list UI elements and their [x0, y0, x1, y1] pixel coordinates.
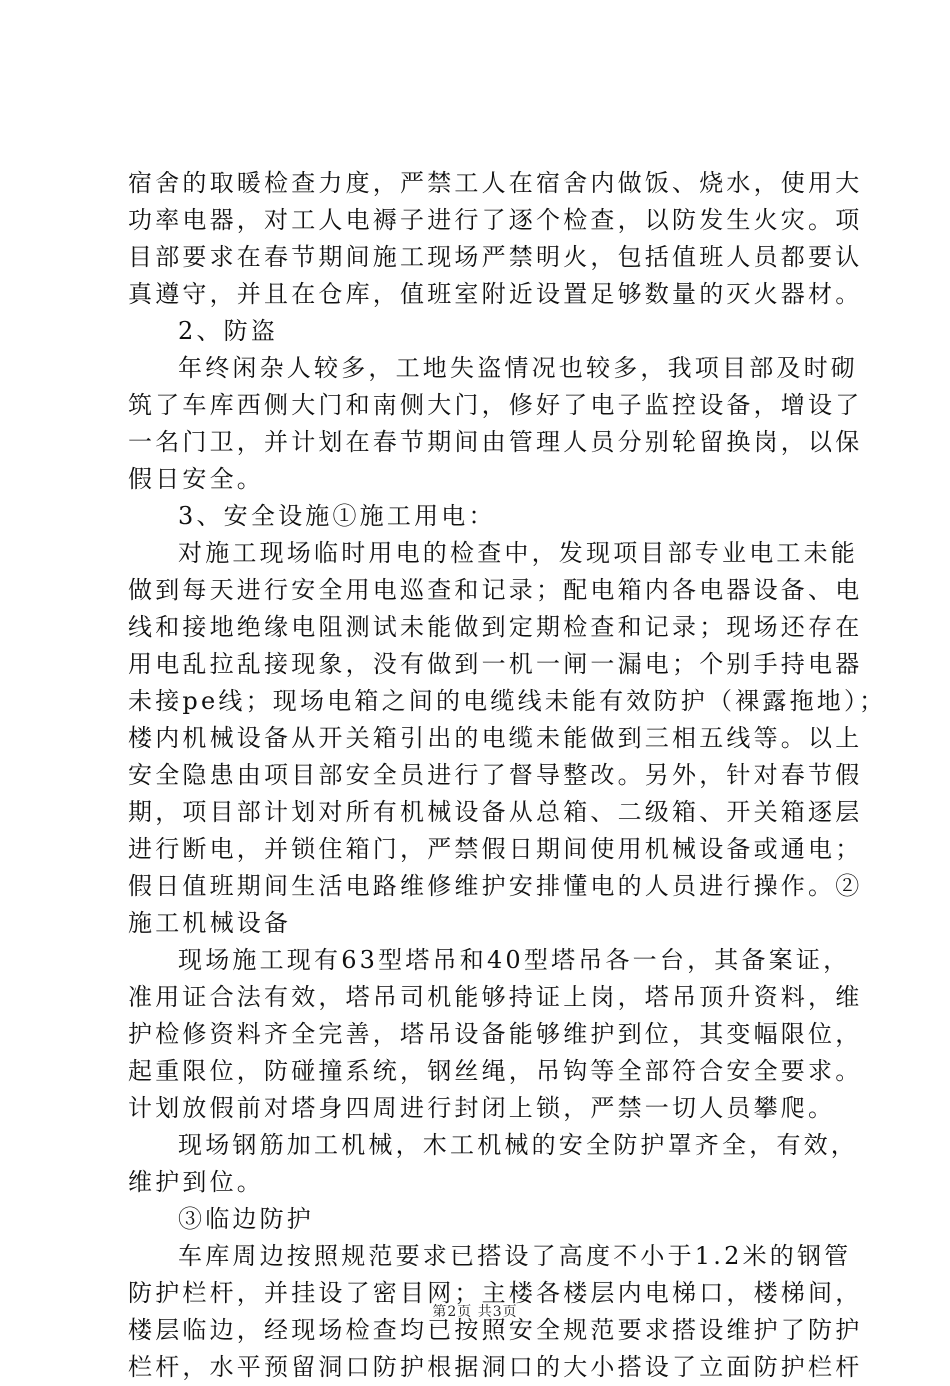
text-line: 一名门卫，并计划在春节期间由管理人员分别轮留换岗，以保	[128, 428, 863, 456]
section-heading: ③临边防护	[178, 1205, 314, 1233]
text-line: 做到每天进行安全用电巡查和记录；配电箱内各电器设备、电	[128, 576, 863, 604]
text-line: 现场钢筋加工机械，木工机械的安全防护罩齐全，有效，	[178, 1131, 858, 1159]
text-line: 线和接地绝缘电阻测试未能做到定期检查和记录；现场还存在	[128, 613, 863, 641]
text-line: 未接pe线；现场电箱之间的电缆线未能有效防护（裸露拖地）；	[128, 687, 887, 715]
text-line: 准用证合法有效，塔吊司机能够持证上岗，塔吊顶升资料，维	[128, 983, 863, 1011]
text-line: 车库周边按照规范要求已搭设了高度不小于1.2米的钢管	[178, 1242, 852, 1270]
text-line: 用电乱拉乱接现象，没有做到一机一闸一漏电；个别手持电器	[128, 650, 863, 678]
text-line: 假日值班期间生活电路维修维护安排懂电的人员进行操作。②	[128, 872, 863, 900]
text-line: 真遵守，并且在仓库，值班室附近设置足够数量的灭火器材。	[128, 280, 863, 308]
text-line: 宿舍的取暖检查力度，严禁工人在宿舍内做饭、烧水，使用大	[128, 169, 863, 197]
text-line: 筑了车库西侧大门和南侧大门，修好了电子监控设备，增设了	[128, 391, 863, 419]
text-line: 目部要求在春节期间施工现场严禁明火，包括值班人员都要认	[128, 243, 863, 271]
text-line: 功率电器，对工人电褥子进行了逐个检查，以防发生火灾。项	[128, 206, 863, 234]
section-heading: 2、防盗	[178, 317, 279, 345]
text-line: 假日安全。	[128, 465, 264, 493]
body-text	[128, 165, 887, 1386]
text-line: 楼内机械设备从开关箱引出的电缆未能做到三相五线等。以上	[128, 724, 863, 752]
text-line: 计划放假前对塔身四周进行封闭上锁，严禁一切人员攀爬。	[128, 1094, 836, 1122]
text-line: 栏杆，水平预留洞口防护根据洞口的大小搭设了立面防护栏杆	[128, 1353, 863, 1381]
text-line: 进行断电，并锁住箱门，严禁假日期间使用机械设备或通电；	[128, 835, 863, 863]
section-heading: 3、安全设施①施工用电：	[178, 502, 496, 530]
text-line: 维护到位。	[128, 1168, 264, 1196]
text-line: 期，项目部计划对所有机械设备从总箱、二级箱、开关箱逐层	[128, 798, 863, 826]
text-line: 安全隐患由项目部安全员进行了督导整改。另外，针对春节假	[128, 761, 863, 789]
text-line: 现场施工现有63型塔吊和40型塔吊各一台，其备案证，	[178, 946, 851, 974]
text-line: 护检修资料齐全完善，塔吊设备能够维护到位，其变幅限位，	[128, 1020, 863, 1048]
text-line: 起重限位，防碰撞系统，钢丝绳，吊钩等全部符合安全要求。	[128, 1057, 863, 1085]
text-line: 对施工现场临时用电的检查中，发现项目部专业电工未能	[178, 539, 858, 567]
text-line: 楼层临边，经现场检查均已按照安全规范要求搭设维护了防护	[128, 1316, 863, 1344]
text-line: 防护栏杆，并挂设了密目网；主楼各楼层内电梯口，楼梯间，	[128, 1279, 863, 1307]
text-line: 年终闲杂人较多，工地失盗情况也较多，我项目部及时砌	[178, 354, 858, 382]
text-line: 施工机械设备	[128, 909, 292, 937]
page-number: 第2页 共3页	[432, 1304, 518, 1320]
